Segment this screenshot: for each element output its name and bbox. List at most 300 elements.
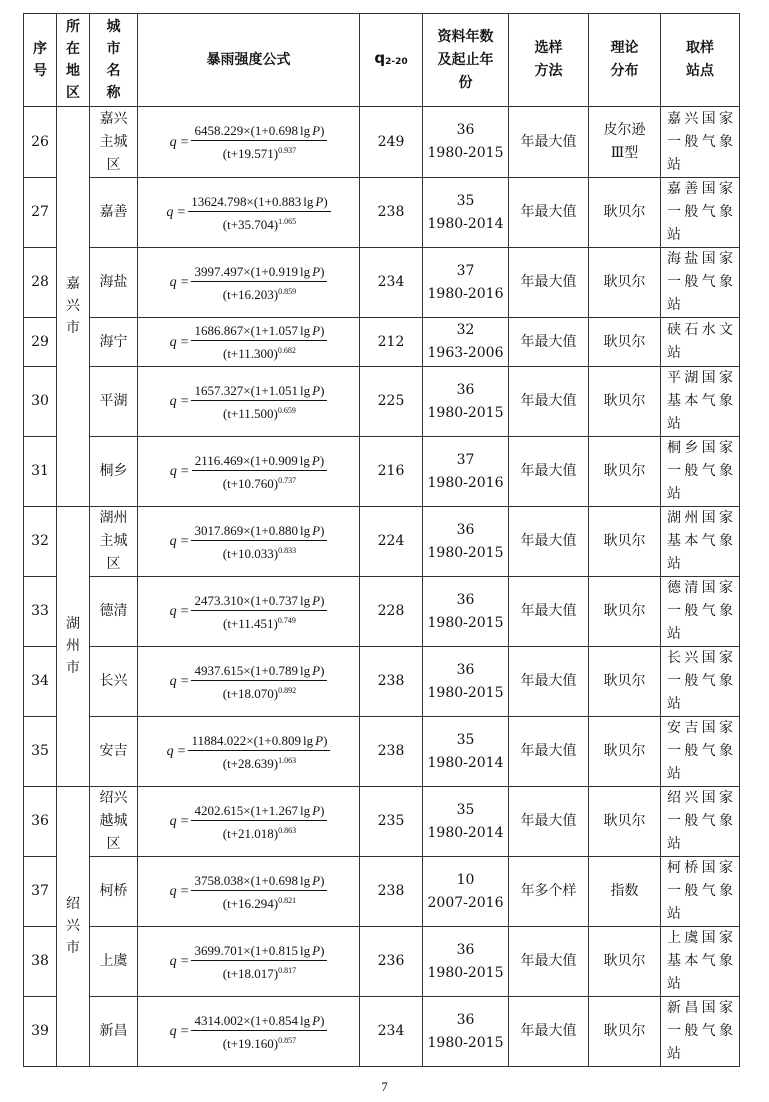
formula-fraction [191,323,327,361]
row-years [423,178,509,248]
row-dist [589,507,661,577]
times-open: ×(1+ [243,1012,269,1028]
row-dist [589,318,661,367]
row-method: 年最大值 [509,248,589,318]
row-years [423,717,509,787]
coef-a: 1657.327 [194,382,244,398]
table-row [24,577,740,647]
close-paren: ) [320,592,325,608]
row-q: 249 [360,107,423,178]
coef-c: 1.051 [268,382,298,398]
row-station [661,507,740,577]
exponent-n: 0.682 [277,346,296,355]
exponent-n: 0.937 [278,146,297,155]
coef-b: 11.300 [238,346,274,361]
years-span: 1980-2015 [427,145,504,161]
station-text: 长兴国家一般气象站 [667,650,733,712]
row-city [90,997,138,1067]
coef-b: 35.704 [238,216,274,232]
row-formula [138,318,360,367]
formula-numerator [191,264,327,282]
row-years [423,318,509,367]
formula [138,523,359,561]
table-row [24,507,740,577]
row-formula [138,178,360,248]
coef-a: 4937.615 [194,662,244,678]
row-seq: 38 [24,927,57,997]
coef-a: 3758.038 [194,872,244,888]
coef-b: 19.160 [238,1035,274,1051]
row-formula [138,107,360,178]
formula-fraction [191,383,327,421]
formula-denominator [188,751,330,771]
header-region: 所在地区 [57,14,90,107]
exponent-n: 0.857 [278,1035,297,1045]
years-count: 37 [456,262,475,279]
row-station [661,577,740,647]
formula-denominator [191,141,327,161]
times-open: ×(1+ [243,323,269,338]
years-span: 1980-2015 [427,964,504,981]
p-var: P [312,1012,321,1028]
p-var: P [312,382,321,398]
lg: lg [299,942,311,958]
dist-text: 耿贝尔 [603,813,646,829]
formula-q: q [169,534,177,549]
station-text: 海盐国家一般气象站 [667,251,733,313]
formula-q: q [169,814,177,829]
formula [138,943,359,981]
region-huzhou [57,507,90,787]
table-row [24,717,740,787]
station-text: 绍兴国家一般气象站 [667,790,733,852]
row-method: 年最大值 [509,178,589,248]
t-close: ) [273,895,279,911]
row-seq: 32 [24,507,57,577]
formula-q: q [169,604,177,619]
close-paren: ) [320,323,325,338]
station-text: 嘉善国家一般气象站 [667,181,733,243]
close-paren: ) [320,522,325,538]
row-city [90,248,138,318]
lg: lg [299,522,311,538]
row-formula [138,857,360,927]
p-var: P [312,592,321,608]
formula-numerator [192,453,327,471]
t-open: (t+ [222,545,239,561]
years-count: 36 [456,381,475,398]
row-city [90,107,138,178]
row-dist [589,577,661,647]
row-method: 年最大值 [509,717,589,787]
formula-fraction [191,523,327,561]
row-years [423,107,509,178]
row-seq: 39 [24,997,57,1067]
formula-eq: = [180,275,189,290]
t-close: ) [273,1035,279,1051]
t-open: (t+ [222,475,239,491]
coef-c: 1.057 [268,323,298,338]
t-close: ) [273,825,279,841]
p-var: P [312,662,321,678]
row-station [661,857,740,927]
coef-a: 11884.022 [191,732,247,748]
coef-a: 13624.798 [191,193,247,209]
row-method: 年最大值 [509,787,589,857]
station-text: 德清国家一般气象站 [667,580,733,642]
p-var: P [311,452,320,468]
table-row [24,927,740,997]
row-method: 年最大值 [509,647,589,717]
t-close: ) [273,286,279,302]
times-open: ×(1+ [243,452,269,468]
table-row [24,437,740,507]
t-open: (t+ [222,965,239,981]
p-var: P [315,193,324,209]
row-years [423,248,509,318]
row-q: 234 [360,997,423,1067]
exponent-n: 0.737 [278,475,297,485]
t-open: (t+ [222,216,239,232]
exponent-n: 0.749 [277,615,296,625]
coef-a: 2473.310 [194,592,244,608]
row-city [90,437,138,507]
formula-denominator [191,1031,327,1051]
dist-text: 耿贝尔 [603,393,646,409]
row-city [90,577,138,647]
times-open: ×(1+ [243,592,269,608]
city-name: 柯桥 [99,883,128,899]
times-open: ×(1+ [243,522,269,538]
row-dist [589,107,661,178]
header-years: 资料年数及起止年份 [423,14,509,107]
formula-eq: = [180,884,189,899]
times-open: ×(1+ [243,872,269,888]
city-name: 海盐 [99,274,128,290]
row-station [661,367,740,437]
formula-numerator [191,803,327,821]
t-open: (t+ [222,895,239,911]
row-dist [589,647,661,717]
region-shaoxing [57,787,90,1067]
station-text: 上虞国家基本气象站 [667,930,733,992]
coef-b: 10.033 [238,545,274,561]
formula-eq: = [177,205,186,220]
coef-a: 4202.615 [194,802,244,818]
close-paren: ) [320,942,325,958]
formula-numerator [191,383,327,401]
formula [138,663,359,701]
t-close: ) [273,475,279,491]
formula-fraction [191,1013,327,1051]
exponent-n: 1.063 [278,755,297,765]
formula-q: q [166,205,174,220]
row-dist [589,367,661,437]
row-city [90,927,138,997]
formula-numerator [191,943,327,961]
dist-text: 耿贝尔 [603,953,646,969]
years-span: 1980-2015 [427,614,504,631]
station-text: 安吉国家一般气象站 [667,720,733,782]
row-q: 238 [360,857,423,927]
close-paren: ) [320,872,325,888]
row-city [90,647,138,717]
row-station [661,248,740,318]
dist-text: 耿贝尔 [603,1023,646,1039]
formula-fraction [191,264,327,302]
t-open: (t+ [222,405,239,421]
close-paren: ) [323,193,328,209]
formula-eq: = [180,334,189,350]
times-open: ×(1+ [246,732,272,748]
row-q: 224 [360,507,423,577]
city-name: 德清 [99,603,128,619]
t-open: (t+ [222,755,239,771]
coef-c: 0.789 [268,662,298,678]
row-q: 236 [360,927,423,997]
years-count: 10 [456,871,475,888]
times-open: ×(1+ [243,382,269,398]
formula [138,194,359,232]
years-span: 1980-2015 [427,544,504,561]
close-paren: ) [320,802,325,818]
station-text: 柯桥国家一般气象站 [667,860,733,922]
coef-b: 11.500 [238,405,274,421]
region-label: 绍兴市 [66,896,80,956]
t-close: ) [273,545,279,561]
formula-fraction [191,663,327,701]
city-name: 上虞 [99,953,128,969]
dist-text: 指数 [610,883,639,899]
coef-b: 19.571 [238,146,274,161]
years-span: 1980-2015 [427,684,504,701]
city-name: 绍兴越城区 [99,790,128,852]
exponent-n: 1.065 [278,216,297,226]
table-row [24,318,740,367]
exponent-n: 0.833 [278,545,297,555]
times-open: ×(1+ [246,193,272,209]
row-station [661,997,740,1067]
header-city: 城市名称 [90,14,138,107]
p-var: P [312,123,321,138]
years-span: 1980-2015 [427,404,504,421]
row-city [90,178,138,248]
row-city [90,367,138,437]
close-paren: ) [319,452,325,468]
exponent-n: 0.863 [278,825,297,835]
p-var: P [312,263,321,279]
coef-a: 4314.002 [194,1012,244,1028]
lg: lg [299,802,311,818]
years-count: 36 [456,521,475,538]
region-jiaxing [57,107,90,507]
row-city [90,787,138,857]
city-name: 平湖 [99,393,128,409]
formula [138,323,359,361]
t-close: ) [273,685,279,701]
city-name: 新昌 [99,1023,128,1039]
formula-q: q [169,464,177,479]
coef-b: 16.294 [238,895,274,911]
years-count: 35 [456,801,475,818]
row-city [90,507,138,577]
row-method: 年多个样 [509,857,589,927]
header-station: 取样站点 [661,14,740,107]
dist-text: 耿贝尔 [603,463,646,479]
row-dist [589,997,661,1067]
formula-eq: = [177,744,186,759]
row-q: 238 [360,717,423,787]
exponent-n: 0.859 [278,286,297,296]
formula-numerator [188,194,330,212]
lg: lg [299,452,310,468]
coef-b: 18.017 [238,965,274,981]
city-name: 湖州主城区 [99,510,128,572]
lg: lg [299,323,311,338]
row-dist [589,437,661,507]
row-formula [138,927,360,997]
coef-c: 0.919 [268,263,298,279]
row-station [661,927,740,997]
formula-fraction [188,733,330,771]
formula-denominator [191,681,327,701]
years-count: 36 [456,661,475,678]
formula [138,264,359,302]
header-dist: 理论分布 [589,14,661,107]
coef-c: 0.737 [268,592,298,608]
t-close: ) [273,216,279,232]
formula-q: q [169,674,177,689]
header-row [24,14,740,107]
coef-c: 0.698 [268,872,298,888]
coef-c: 1.267 [268,802,298,818]
coef-c: 0.698 [268,123,298,138]
row-q: 235 [360,787,423,857]
city-name: 嘉善 [99,204,128,220]
row-method: 年最大值 [509,318,589,367]
formula [138,803,359,841]
years-count: 35 [456,192,475,209]
close-paren: ) [320,662,325,678]
formula-fraction [191,943,327,981]
dist-text: 耿贝尔 [603,603,646,619]
formula-fraction [191,873,327,911]
city-name: 嘉兴主城区 [99,110,128,173]
row-seq: 30 [24,367,57,437]
p-var: P [312,323,321,338]
years-count: 36 [456,1011,475,1028]
region-label: 湖州市 [66,616,80,676]
formula-numerator [191,593,327,611]
row-seq: 37 [24,857,57,927]
coef-a: 3017.869 [194,522,244,538]
formula-fraction [192,453,327,491]
years-count: 35 [456,731,475,748]
station-text: 平湖国家基本气象站 [667,370,733,432]
formula-denominator [191,611,327,631]
row-method: 年最大值 [509,997,589,1067]
station-text: 桐乡国家一般气象站 [667,440,733,502]
coef-b: 16.203 [238,286,274,302]
close-paren: ) [320,123,325,138]
coef-a: 6458.229 [194,123,244,138]
t-close: ) [273,346,278,361]
row-station [661,178,740,248]
row-seq: 34 [24,647,57,717]
dist-text: 耿贝尔 [603,673,646,689]
coef-c: 0.854 [268,1012,298,1028]
row-dist [589,178,661,248]
row-method: 年最大值 [509,927,589,997]
formula-fraction [191,803,327,841]
city-name: 安吉 [99,743,128,759]
row-years [423,647,509,717]
row-seq: 31 [24,437,57,507]
formula [138,593,359,631]
row-years [423,507,509,577]
row-q: 216 [360,437,423,507]
lg: lg [299,662,311,678]
row-method: 年最大值 [509,577,589,647]
formula-denominator [188,212,330,232]
coef-b: 10.760 [238,475,274,491]
row-q: 234 [360,248,423,318]
formula-eq: = [180,394,189,409]
t-close: ) [273,405,278,421]
t-open: (t+ [222,146,239,161]
formula-eq: = [180,1024,189,1039]
station-text: 新昌国家一般气象站 [667,1000,733,1062]
row-seq: 29 [24,318,57,367]
row-years [423,997,509,1067]
row-years [423,437,509,507]
row-station [661,318,740,367]
p-var: P [312,942,321,958]
dist-text: 耿贝尔 [603,333,646,350]
coef-c: 0.883 [271,193,302,209]
years-span: 1980-2014 [427,215,504,232]
row-seq: 35 [24,717,57,787]
times-open: ×(1+ [243,942,269,958]
row-dist [589,787,661,857]
formula-numerator [191,523,327,541]
row-formula [138,248,360,318]
formula-eq: = [180,954,189,969]
p-var: P [312,802,321,818]
row-years [423,577,509,647]
city-name: 桐乡 [99,463,128,479]
exponent-n: 0.659 [277,405,296,415]
row-seq: 27 [24,178,57,248]
formula-q: q [166,744,174,759]
coef-b: 11.451 [238,615,274,631]
coef-b: 18.070 [238,685,274,701]
coef-a: 2116.469 [194,452,243,468]
row-station [661,717,740,787]
formula-numerator [191,123,327,141]
dist-text: 耿贝尔 [603,204,646,220]
coef-a: 3997.497 [194,263,244,279]
formula-eq: = [180,814,189,829]
row-q: 238 [360,178,423,248]
table-row [24,857,740,927]
t-open: (t+ [222,1035,239,1051]
formula-eq: = [180,134,189,150]
years-span: 1980-2014 [427,824,504,841]
close-paren: ) [320,382,325,398]
formula-fraction [188,194,330,232]
header-q: $q_{2-20}$ [360,14,423,107]
